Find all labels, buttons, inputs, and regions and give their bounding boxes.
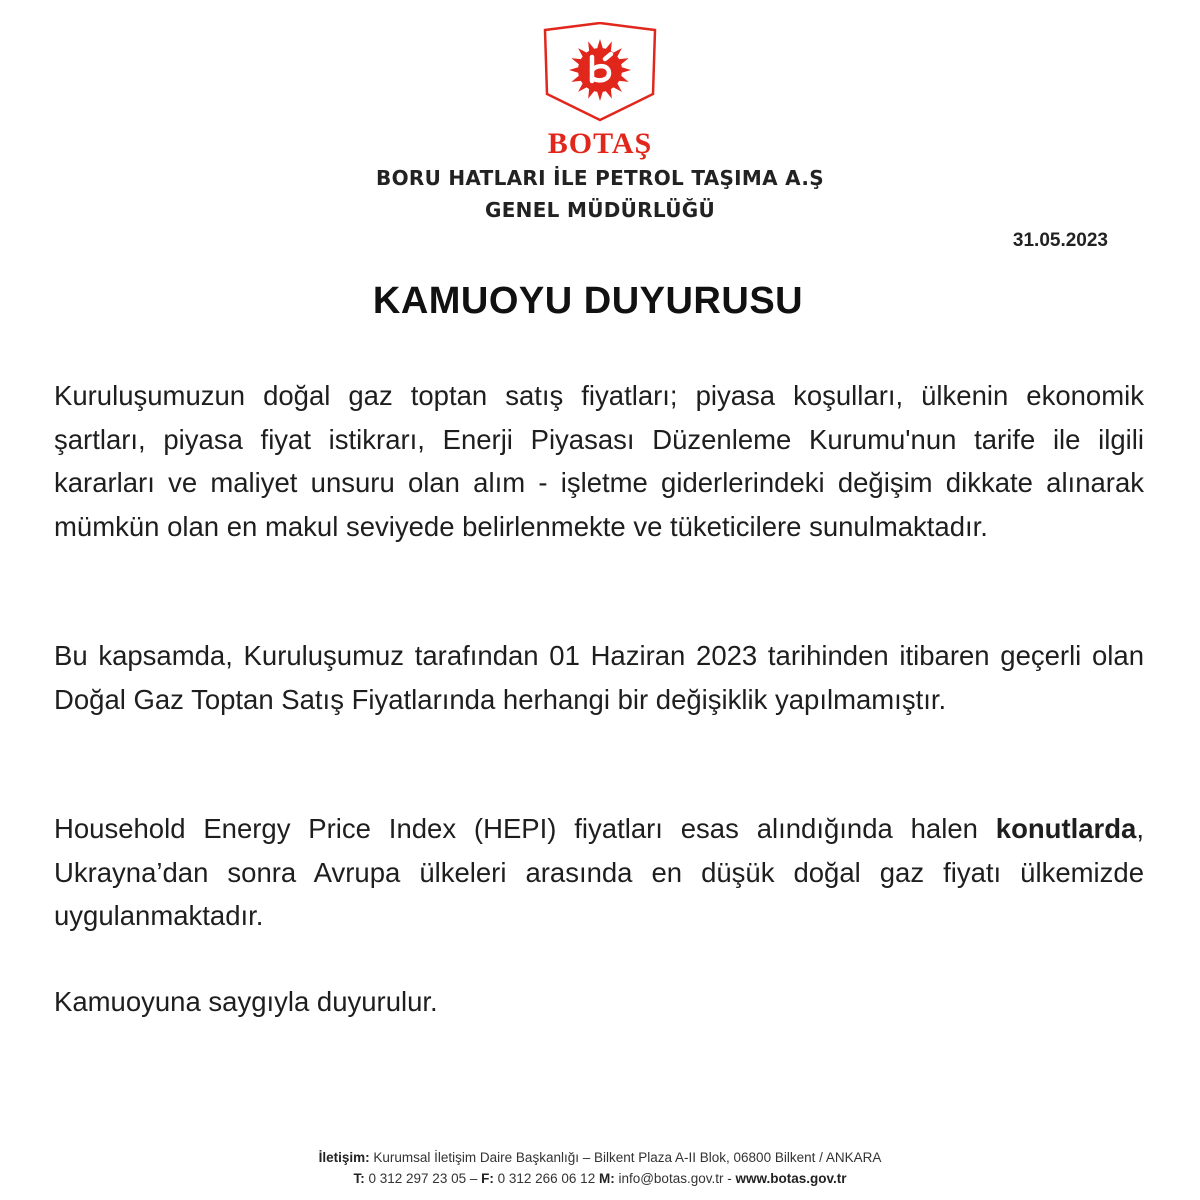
footer-phone: 0 312 297 23 05 –: [364, 1171, 482, 1186]
paragraph-1: Kuruluşumuzun doğal gaz toptan satış fiyatları; piyasa koşulları, ülkenin ekonomik şartları, piyasa fiyat istikrarı, Enerji Piyasası Düzenleme Kurumu'nun tarife ile ilgili kararları ve maliyet unsuru olan alım - işletme giderlerindeki değişim dikkate alınarak mümkün olan en makul seviyede belirlenmekte ve tüketicilere sunulmaktadır.: [54, 380, 1144, 542]
logo-sun-burst: [569, 39, 631, 101]
company-name-line2: GENEL MÜDÜRLÜĞÜ: [485, 198, 715, 222]
footer-email-link[interactable]: info@botas.gov.tr -: [614, 1171, 736, 1186]
page-title: KAMUOYU DUYURUSU: [372, 280, 804, 322]
botas-logo-emblem: [541, 22, 659, 122]
paragraph-3-start: Household Energy Price Index (HEPI) fiyatları esas alındığında halen: [54, 813, 996, 844]
footer-contact-address: Kurumsal İletişim Daire Başkanlığı – Bilkent Plaza A-II Blok, 06800 Bilkent / ANKARA: [369, 1150, 882, 1165]
footer-fax: 0 312 266 06 12: [493, 1171, 599, 1186]
footer-fax-label: F:: [481, 1171, 494, 1186]
footer-contact-label: İletişim:: [318, 1150, 370, 1165]
botas-logo: [541, 22, 659, 122]
paragraph-2: Bu kapsamda, Kuruluşumuz tarafından 01 Haziran 2023 tarihinden itibaren geçerli olan Doğal Gaz Toptan Satış Fiyatlarında herhangi bir değişiklik yapılmamıştır.: [54, 640, 1144, 715]
paragraph-3-bold: konutlarda: [995, 813, 1137, 844]
footer-mail-label: M:: [598, 1171, 615, 1186]
footer-phone-label: T:: [353, 1171, 365, 1186]
paragraph-3-end: , Ukrayna’dan sonra Avrupa ülkeleri arasında en düşük doğal gaz fiyatı ülkemizde uygulanmaktadır.: [54, 813, 1144, 931]
footer-website-link[interactable]: www.botas.gov.tr: [735, 1171, 847, 1186]
footer-phones: [0, 1171, 1200, 1186]
announcement-date: 31.05.2023: [1012, 230, 1108, 251]
brand-name: BOTAŞ: [547, 127, 653, 160]
footer-contact: [0, 1150, 1200, 1165]
paragraph-4: Kamuoyuna saygıyla duyurulur.: [54, 986, 438, 1017]
company-name-line1: BORU HATLARI İLE PETROL TAŞIMA A.Ş: [376, 166, 824, 190]
paragraph-3: [54, 807, 1144, 938]
